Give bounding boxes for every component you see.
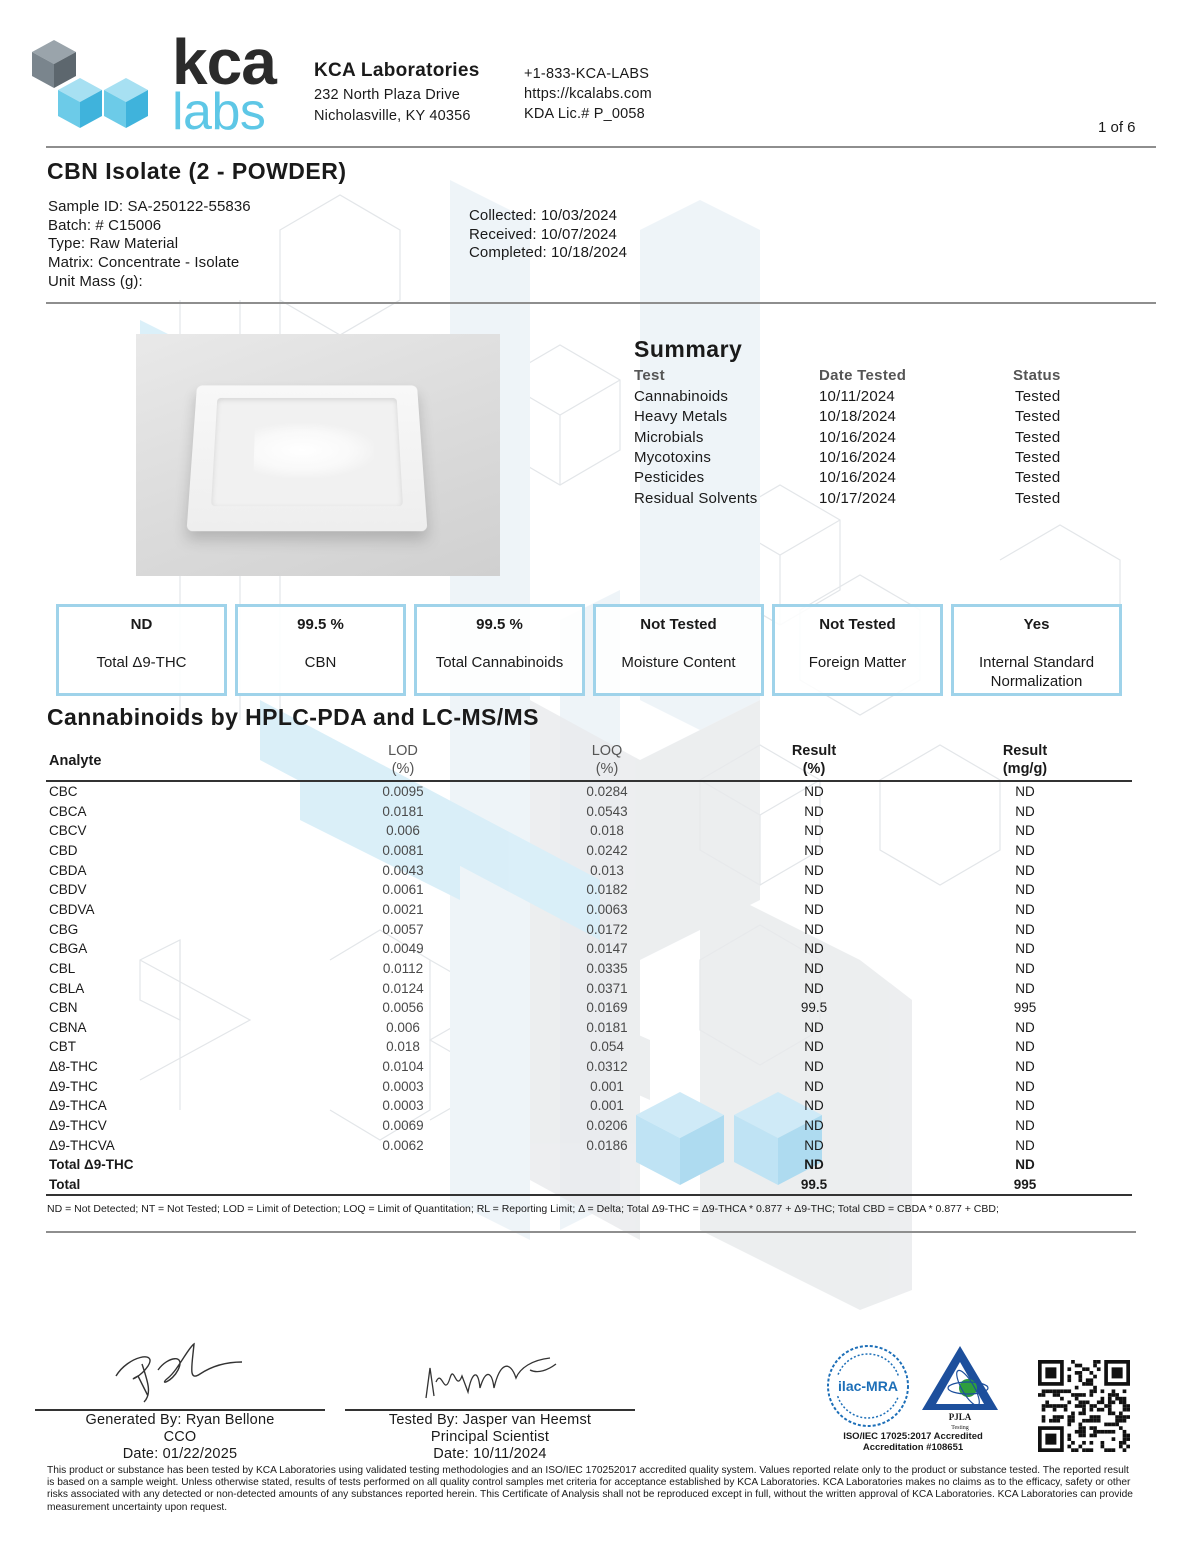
lod-value: 0.0021: [382, 901, 424, 917]
analyte-name: Δ9-THCA: [49, 1098, 107, 1114]
sample-id: Sample ID: SA-250122-55836: [48, 198, 251, 215]
result-pct-value: ND: [804, 823, 824, 839]
result-mg-value: ND: [1015, 1039, 1035, 1055]
accreditation-line1: ISO/IEC 17025:2017 Accredited: [843, 1431, 983, 1442]
summary-test: Pesticides: [634, 469, 705, 487]
analyte-name: CBC: [49, 784, 78, 799]
lab-name: KCA Laboratories: [314, 60, 480, 81]
summary-header-status: Status: [1013, 367, 1061, 384]
summary-status: Tested: [1015, 388, 1061, 405]
analyte-name: CBGA: [49, 941, 88, 957]
summary-status: Tested: [1015, 448, 1061, 466]
highlight-value: Yes: [1023, 616, 1050, 633]
result-mg-value: ND: [1015, 1019, 1035, 1035]
result-pct-value: ND: [804, 901, 824, 917]
result-pct-value: 99.5: [800, 1000, 828, 1016]
accreditation-line2: Accreditation #108651: [862, 1442, 964, 1453]
total-mg-value: 995: [1013, 1177, 1037, 1192]
lod-value: 0.0049: [382, 941, 424, 957]
analyte-name: CBNA: [49, 1019, 87, 1035]
summary-date: 10/18/2024: [819, 408, 897, 426]
loq-value: 0.0186: [586, 1137, 628, 1153]
loq-value: 0.0206: [586, 1118, 628, 1134]
summary-test: Mycotoxins: [634, 448, 712, 466]
loq-value: 0.054: [590, 1039, 624, 1055]
pjla-sub-text: Testing: [951, 1425, 969, 1431]
lod-value: 0.0124: [382, 980, 424, 996]
result-mg-value: ND: [1015, 1137, 1035, 1153]
analyte-name: CBN: [49, 1000, 78, 1016]
pjla-text: PJLA: [948, 1412, 972, 1422]
lod-value: 0.0003: [382, 1098, 424, 1114]
batch-number: Batch: # C15006: [48, 216, 162, 234]
analyte-name: CBDV: [49, 882, 87, 898]
loq-value: 0.0335: [586, 960, 628, 976]
result-mg-value: ND: [1015, 1078, 1035, 1094]
loq-value: 0.0242: [586, 842, 628, 858]
table-footnote: ND = Not Detected; NT = Not Tested; LOD = Limit of Detection; LOQ = Limit of Quantitation; RL = Reporting Limit; Δ = Delta; Total Δ9-THC = Δ9-THCA * 0.877 + Δ9-THC; Total CBD = CBDA * 0.877 + CBD;: [47, 1203, 999, 1215]
result-pct-value: ND: [804, 882, 824, 898]
summary-header-date: Date Tested: [819, 367, 907, 384]
signature-ryan-bellone-icon: [108, 1336, 248, 1408]
summary-status: Tested: [1015, 469, 1061, 487]
summary-status: Tested: [1015, 489, 1061, 507]
result-pct-value: ND: [804, 960, 824, 976]
lod-value: 0.0181: [382, 803, 424, 819]
powder-image: [253, 424, 375, 478]
result-pct-value: ND: [804, 1078, 824, 1094]
loq-value: 0.0172: [586, 921, 628, 937]
summary-date: 10/17/2024: [819, 489, 897, 507]
result-mg-value: ND: [1015, 901, 1035, 917]
highlight-value: Not Tested: [640, 616, 717, 633]
lod-value: 0.0061: [382, 882, 424, 898]
analyte-name: CBCA: [49, 803, 87, 819]
completed-date: Completed: 10/18/2024: [469, 244, 628, 262]
lod-value: 0.0057: [382, 921, 424, 937]
highlight-box: [593, 604, 764, 696]
lod-value: 0.0112: [382, 960, 424, 976]
summary-header-test: Test: [634, 367, 665, 384]
loq-value: 0.0169: [586, 1000, 628, 1016]
result-mg-value: 995: [1013, 1000, 1037, 1016]
result-mg-value: ND: [1015, 1059, 1035, 1075]
logo-cubes-icon: [30, 40, 154, 138]
generated-date: Date: 01/22/2025: [122, 1446, 238, 1462]
lab-license: KDA Lic.# P_0058: [524, 106, 645, 122]
result-pct-value: ND: [804, 803, 824, 819]
generated-by: Generated By: Ryan Bellone: [85, 1412, 275, 1428]
result-mg-value: ND: [1015, 1098, 1035, 1114]
result-mg-value: ND: [1015, 980, 1035, 996]
lab-address-line1: 232 North Plaza Drive: [314, 87, 461, 103]
lab-website[interactable]: https://kcalabs.com: [524, 86, 652, 102]
highlight-value: ND: [130, 616, 153, 633]
analyte-name: Δ9-THC: [49, 1078, 98, 1094]
page-number: 1 of 6: [1098, 119, 1136, 136]
cannabinoids-title: Cannabinoids by HPLC-PDA and LC-MS/MS: [47, 704, 539, 730]
ilac-mra-logo-icon: [826, 1344, 910, 1428]
result-mg-value: ND: [1015, 803, 1035, 819]
summary-status: Tested: [1015, 408, 1061, 426]
result-pct-value: ND: [804, 1118, 824, 1134]
logo-labs-text: labs: [172, 83, 266, 141]
highlight-value: 99.5 %: [297, 616, 344, 633]
result-pct-value: ND: [804, 980, 824, 996]
signature-block-2: [345, 1412, 635, 1463]
loq-value: 0.018: [590, 823, 624, 839]
analyte-name: Δ9-THCV: [49, 1118, 107, 1134]
lod-value: 0.0069: [382, 1118, 424, 1134]
lod-value: 0.0043: [382, 862, 424, 878]
col-header-lod: LOD (%): [388, 743, 418, 777]
summary-test: Microbials: [634, 428, 704, 446]
disclaimer: This product or substance has been tested by KCA Laboratories using validated testing methodologies and an ISO/IEC 170252017 accredited quality system. Values reported relate only to the product or substance tested. The reported result is based on a sample weight. Unless otherwise stated, results of tests performed on all quality control samples met criteria for acceptance established by KCA Laboratories. KCA Laboratories makes no claims as to the efficacy, safety or other risks associated with any detected or non-detected amounts of any substances reported herein. This Certificate of Analysis shall not be reproduced except in full, without the written approval of KCA Laboratories. KCA Laboratories can provide measurement uncertainty upon request.: [47, 1465, 1133, 1513]
analyte-name: CBDVA: [49, 901, 95, 917]
lod-value: 0.0062: [382, 1137, 424, 1153]
result-pct-value: ND: [804, 1059, 824, 1075]
highlight-label: Total Cannabinoids: [435, 654, 564, 671]
tested-by: Tested By: Jasper van Heemst: [388, 1412, 592, 1428]
lod-value: 0.0104: [382, 1059, 424, 1075]
summary-test: Residual Solvents: [634, 489, 758, 507]
result-pct-value: ND: [804, 1098, 824, 1114]
analyte-name: Δ8-THC: [49, 1059, 98, 1075]
product-matrix: Matrix: Concentrate - Isolate: [48, 254, 240, 272]
analyte-name: CBG: [49, 921, 79, 937]
result-pct-value: ND: [804, 842, 824, 858]
signature-block-1: [35, 1412, 325, 1463]
result-mg-value: ND: [1015, 882, 1035, 898]
result-pct-value: ND: [804, 1137, 824, 1153]
result-mg-value: ND: [1015, 960, 1035, 976]
result-mg-value: ND: [1015, 862, 1035, 878]
qr-code-icon[interactable]: [1038, 1360, 1130, 1452]
result-mg-value: ND: [1015, 823, 1035, 839]
loq-value: 0.0063: [586, 901, 628, 917]
result-mg-value: ND: [1015, 784, 1035, 799]
summary-test: Heavy Metals: [634, 408, 728, 426]
col-header-analyte: Analyte: [49, 753, 102, 769]
analyte-name: CBD: [49, 842, 78, 858]
logo-kca-text: kca: [172, 26, 276, 98]
product-type: Type: Raw Material: [48, 235, 179, 253]
product-photo: [136, 334, 500, 576]
tested-role: Principal Scientist: [430, 1429, 550, 1445]
highlight-value: 99.5 %: [476, 616, 523, 633]
highlight-box: [772, 604, 943, 696]
plate-image: [187, 385, 428, 531]
highlight-label: CBN: [304, 654, 337, 671]
footnote-divider: [46, 1231, 1136, 1233]
result-mg-value: ND: [1015, 842, 1035, 858]
lod-value: 0.018: [386, 1039, 420, 1055]
loq-value: 0.0284: [586, 784, 628, 799]
result-mg-value: ND: [1015, 921, 1035, 937]
highlight-label: Foreign Matter: [808, 654, 907, 671]
highlight-box: [56, 604, 227, 696]
meta-divider: [46, 302, 1156, 304]
analyte-name: Δ9-THCVA: [49, 1137, 115, 1153]
signature-jasper-van-heemst-icon: [420, 1348, 570, 1408]
summary-title: Summary: [634, 336, 743, 362]
collected-date: Collected: 10/03/2024: [469, 207, 618, 224]
total-pct-value: 99.5: [800, 1177, 828, 1192]
summary-status: Tested: [1015, 428, 1061, 446]
lab-phone: +1-833-KCA-LABS: [524, 66, 650, 82]
result-pct-value: ND: [804, 921, 824, 937]
result-mg-value: ND: [1015, 941, 1035, 957]
analyte-name: CBDA: [49, 862, 87, 878]
analyte-name: CBCV: [49, 823, 87, 839]
product-title: CBN Isolate (2 - POWDER): [47, 158, 347, 184]
summary-test: Cannabinoids: [634, 388, 729, 405]
loq-value: 0.0182: [586, 882, 628, 898]
result-pct-value: ND: [804, 784, 824, 799]
lod-value: 0.006: [386, 823, 420, 839]
loq-value: 0.001: [590, 1078, 624, 1094]
total-analyte-name: Total Δ9-THC: [49, 1157, 134, 1173]
result-pct-value: ND: [804, 862, 824, 878]
loq-value: 0.0312: [586, 1059, 628, 1075]
sample-dates: [469, 207, 627, 263]
col-header-result-pct: Result (%): [791, 743, 837, 777]
total-mg-value: ND: [1015, 1157, 1035, 1173]
header-divider: [46, 146, 1156, 148]
result-pct-value: ND: [804, 941, 824, 957]
analyte-name: CBL: [49, 960, 76, 976]
result-pct-value: ND: [804, 1019, 824, 1035]
summary-date: 10/16/2024: [819, 448, 897, 466]
unit-mass: Unit Mass (g):: [48, 272, 143, 290]
summary-date: 10/16/2024: [819, 428, 897, 446]
loq-value: 0.0371: [586, 980, 628, 996]
lod-value: 0.0081: [382, 842, 424, 858]
total-pct-value: ND: [804, 1157, 824, 1173]
summary-date: 10/16/2024: [819, 469, 897, 487]
lod-value: 0.0056: [382, 1000, 424, 1016]
loq-value: 0.001: [590, 1098, 624, 1114]
product-meta: [48, 198, 251, 292]
highlight-box: [951, 604, 1122, 696]
signature-line-2: [345, 1409, 635, 1411]
col-header-loq: LOQ (%): [591, 743, 623, 777]
loq-value: 0.013: [590, 862, 624, 878]
lod-value: 0.0003: [382, 1078, 424, 1094]
highlight-value: Not Tested: [819, 616, 896, 633]
tested-date: Date: 10/11/2024: [433, 1446, 547, 1462]
result-mg-value: ND: [1015, 1118, 1035, 1134]
highlight-label: Moisture Content: [621, 654, 736, 671]
signature-line-1: [35, 1409, 325, 1411]
summary-date: 10/11/2024: [819, 388, 895, 405]
highlight-label: Internal Standard Normalization: [978, 654, 1095, 690]
loq-value: 0.0147: [586, 941, 628, 957]
result-pct-value: ND: [804, 1039, 824, 1055]
ilac-mra-text: ilac-MRA: [838, 1378, 898, 1394]
lab-address-line2: Nicholasville, KY 40356: [314, 108, 471, 124]
col-header-result-mg: Result (mg/g): [1002, 743, 1048, 777]
total-analyte-name: Total: [49, 1177, 81, 1192]
loq-value: 0.0543: [586, 803, 628, 819]
analyte-name: CBLA: [49, 980, 85, 996]
loq-value: 0.0181: [586, 1019, 628, 1035]
highlight-box: [414, 604, 585, 696]
received-date: Received: 10/07/2024: [469, 225, 617, 243]
generated-role: CCO: [163, 1429, 197, 1445]
lod-value: 0.0095: [382, 784, 424, 799]
lod-value: 0.006: [386, 1019, 420, 1035]
table-bottom-rule: [46, 1194, 1132, 1196]
highlight-box: [235, 604, 406, 696]
highlight-label: Total Δ9-THC: [96, 654, 187, 671]
accreditation-text: [826, 1431, 1000, 1453]
pjla-logo-icon: [918, 1342, 1002, 1432]
analyte-name: CBT: [49, 1039, 76, 1055]
